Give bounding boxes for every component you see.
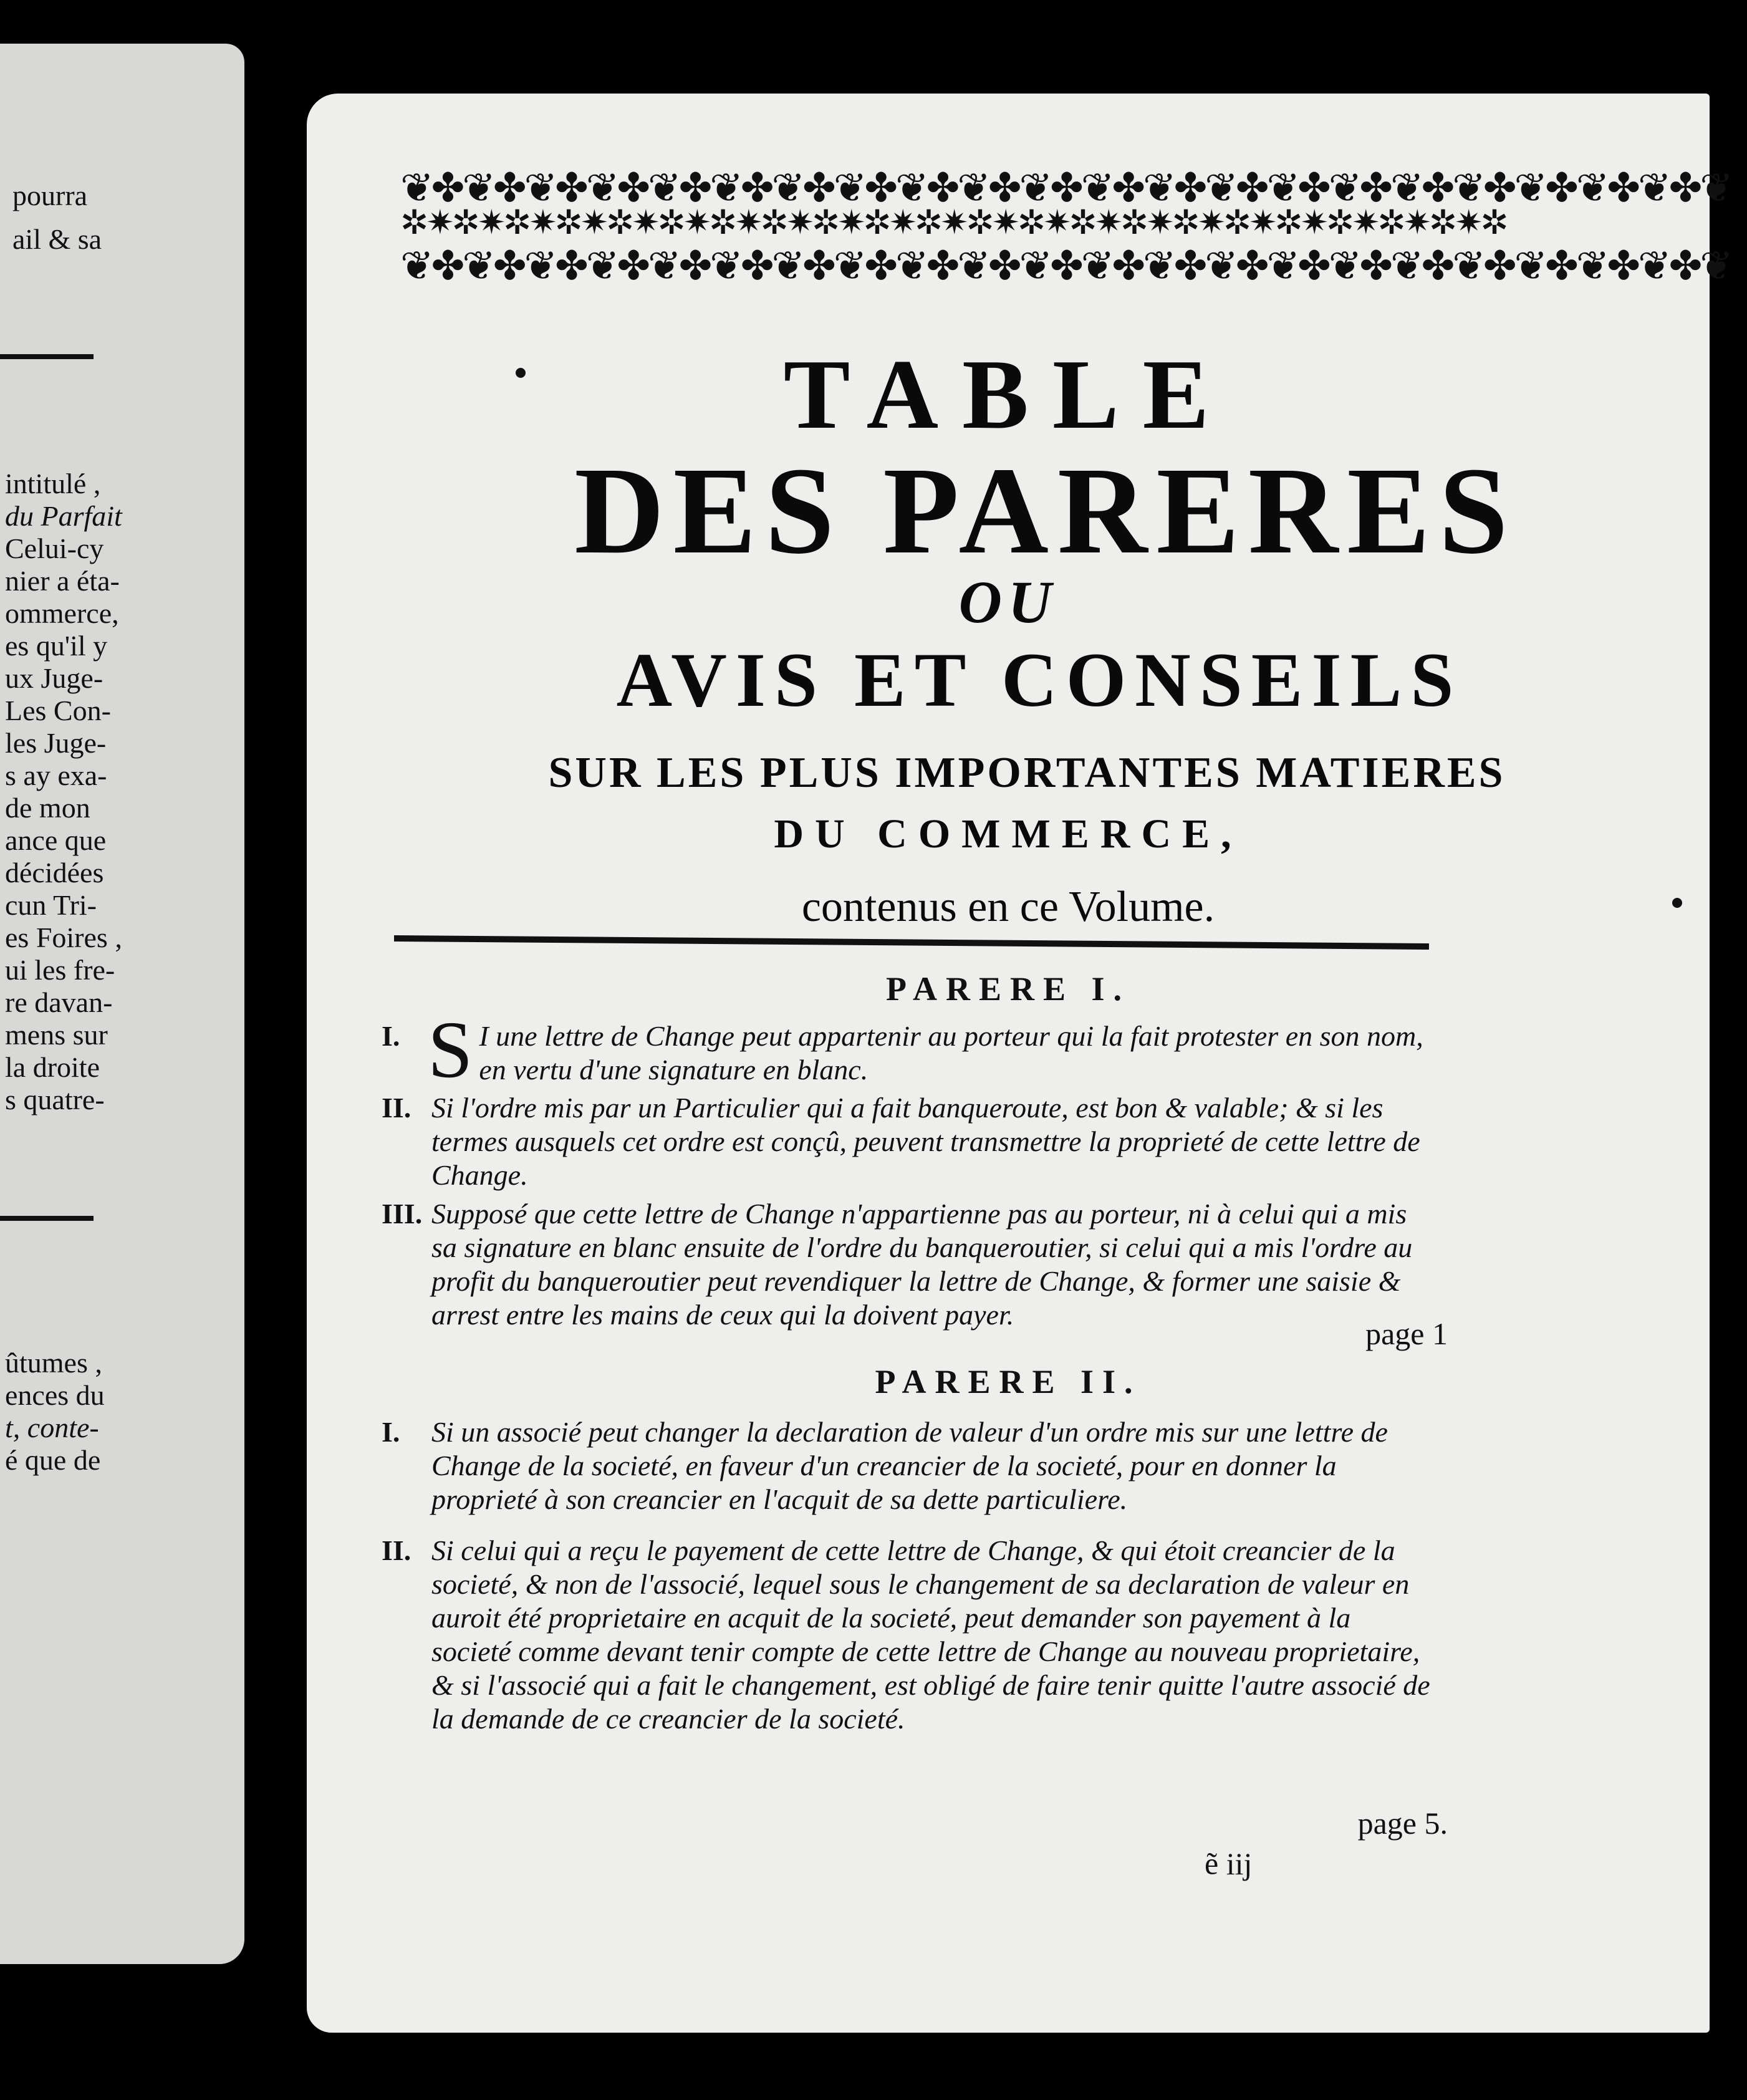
left-line: pourra (12, 180, 88, 211)
left-line: s ay exa- (5, 759, 107, 791)
left-page-fragment (0, 44, 244, 1964)
page-reference: page 5. (1357, 1806, 1448, 1841)
title-rule (394, 935, 1429, 950)
left-line: Celui-cy (5, 532, 104, 564)
ornament-band-top: ❦✤❦✤❦✤❦✤❦✤❦✤❦✤❦✤❦✤❦✤❦✤❦✤❦✤❦✤❦✤❦✤❦✤❦✤❦✤❦✤❦✤❦ (400, 165, 1731, 211)
left-line: es qu'il y (5, 630, 108, 662)
left-line: mens sur (5, 1019, 108, 1051)
left-line: ui les fre- (5, 954, 115, 986)
left-line: les Juge- (5, 727, 107, 759)
right-page (307, 94, 1731, 2033)
entry-number: I. (382, 1020, 400, 1052)
left-line: ail & sa (12, 223, 102, 255)
section-heading-parere-2: PARERE II. (875, 1363, 1142, 1400)
title-contenus: contenus en ce Volume. (801, 883, 1215, 931)
left-line: t, conte- (5, 1412, 99, 1443)
title-du-commerce: DU COMMERCE, (774, 811, 1243, 857)
entry-text: Si un associé peut changer la declaration de valeur d'un ordre mis sur une lettre de Change de la societé, en faveur d'un creancier de la societé, pour en donner la proprieté à son creancier en l'acquit de sa dette particuliere. (431, 1416, 1388, 1515)
entry-text: Si celui qui a reçu le payement de cette lettre de Change, & qui étoit creancier de la societé, & non de l'associé, lequel sous le changement de sa declaration de valeur en auroit été proprietaire en acquit de la societé, peut demander son payement à la societé comme devant tenir compte de cette lettre de Change au nouveau proprietaire, & si l'associé qui a fait le changement, est obligé de faire tenir quitte l'autre associé de la demande de ce creancier de la societé. (431, 1534, 1430, 1735)
title-avis-et-conseils: AVIS ET CONSEILS (616, 637, 1463, 723)
title-sur-les-plus: SUR LES PLUS IMPORTANTES MATIERES (548, 749, 1506, 797)
title-table: TABLE (783, 339, 1233, 450)
left-line: nier a éta- (5, 565, 120, 597)
entry-text: I une lettre de Change peut appartenir au porteur qui la fait protester en son nom, en vertu d'une signature en blanc. (479, 1020, 1423, 1086)
left-line: Les Con- (5, 695, 111, 726)
left-line: intitulé , (5, 468, 101, 499)
entry-number: II. (382, 1092, 411, 1124)
entry-parere-1-2 (382, 1091, 1435, 1192)
left-divider (0, 1216, 94, 1221)
left-line: ux Juge- (5, 662, 103, 694)
ornament-band-middle: ✲✷✲✷✲✷✲✷✲✷✲✷✲✷✲✷✲✷✲✷✲✷✲✷✲✷✲✷✲✷✲✷✲✷✲✷✲✷✲✷✲✷✲ (400, 203, 1506, 242)
left-line: décidées (5, 857, 104, 889)
page-reference: page 1 (1365, 1316, 1448, 1351)
ornament-band-bottom: ❦✤❦✤❦✤❦✤❦✤❦✤❦✤❦✤❦✤❦✤❦✤❦✤❦✤❦✤❦✤❦✤❦✤❦✤❦✤❦✤❦✤❦ (400, 243, 1731, 289)
left-line: es Foires , (5, 922, 122, 953)
left-line: ommerce, (5, 597, 119, 629)
left-line: ûtumes , (5, 1347, 102, 1379)
entry-parere-2-1 (382, 1415, 1435, 1516)
left-line: ance que (5, 824, 107, 856)
left-line: ences du (5, 1379, 105, 1411)
drop-cap: S (428, 1005, 473, 1095)
left-divider (0, 354, 94, 359)
section-heading-parere-1: PARERE I. (885, 970, 1131, 1008)
left-line: s quatre- (5, 1084, 105, 1115)
entry-text: Si l'ordre mis par un Particulier qui a fait banqueroute, est bon & valable; & si les termes ausquels cet ordre est conçû, peuvent transmettre la proprieté de cette lettre de Change. (431, 1092, 1420, 1191)
entry-number: I. (382, 1416, 400, 1448)
entry-text: Supposé que cette lettre de Change n'appartienne pas au porteur, ni à celui qui a mis sa signature en blanc ensuite de l'ordre du banqueroutier, si celui qui a mis l'ordre au profit du banqueroutier peut revendiquer la lettre de Change, & former une saisie & arrest entre les mains de ceux qui la doivent payer. (431, 1198, 1413, 1331)
entry-parere-1-1 (382, 1005, 1435, 1095)
left-line: re davan- (5, 986, 113, 1018)
title-des-pareres: DES PARERES (574, 442, 1517, 580)
signature-mark: ẽ iij (1205, 1846, 1253, 1881)
entry-parere-2-2 (382, 1534, 1435, 1736)
entry-number: III. (382, 1198, 423, 1230)
left-line: cun Tri- (5, 889, 97, 921)
left-line: de mon (5, 792, 90, 824)
entry-number: II. (382, 1534, 411, 1566)
left-line: é que de (5, 1444, 101, 1476)
entry-parere-1-3 (382, 1197, 1435, 1332)
left-line: du Parfait (5, 500, 122, 532)
title-ou: OU (958, 569, 1058, 635)
left-line: la droite (5, 1051, 100, 1083)
